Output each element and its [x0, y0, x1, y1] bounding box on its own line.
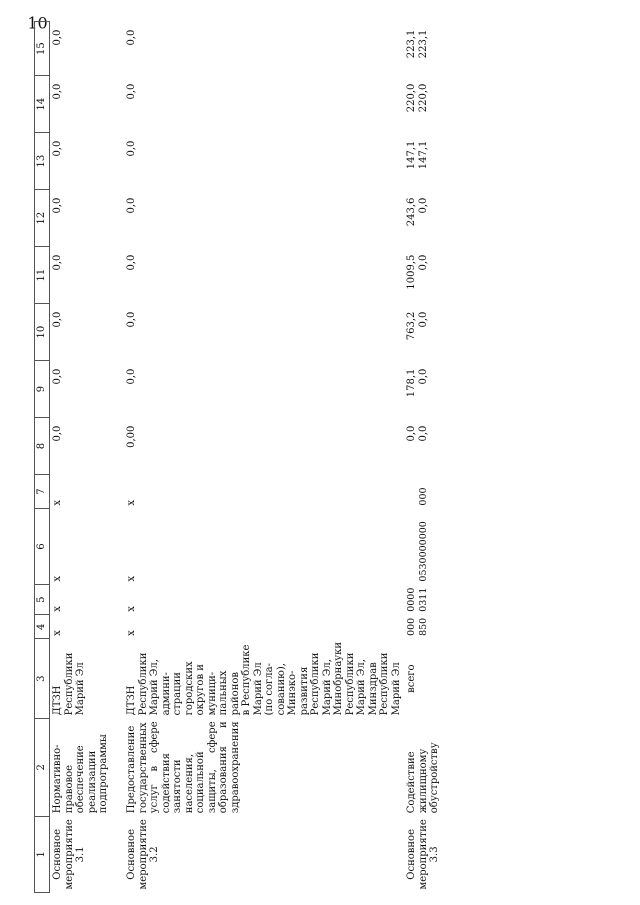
value-cell: 0,0 — [52, 368, 63, 385]
column-number: 9 — [35, 361, 50, 418]
budget-table — [34, 21, 502, 893]
value-cell: 223,1 223,1 — [406, 29, 429, 59]
name-cell: Содействие жилищному обустройству — [406, 742, 440, 814]
column-number: 14 — [35, 76, 50, 133]
value-cell: 0,0 — [126, 140, 137, 157]
code-cell: 000 850 — [406, 617, 429, 636]
value-cell: 763,2 0,0 — [406, 311, 429, 341]
value-cell: 0,0 0,0 — [406, 425, 429, 442]
executor-cell: всего — [406, 664, 417, 693]
value-cell: 0,0 — [52, 425, 63, 442]
code-cell: x — [126, 606, 137, 612]
column-number: 3 — [35, 639, 50, 718]
event-cell: Основное мероприятие 3.2 — [126, 819, 160, 890]
executor-cell: ДТЗН Республики Марий Эл, админи- страции городских округов и муници- пальных районов в Республике Марий Эл (по согла- сованию), Минэко- развития Республики Марий Эл, Минобрнауки Республики Марий Эл, Минздрав Республики Марий Эл — [126, 641, 402, 716]
column-number-row — [35, 22, 50, 893]
value-cell: 243,6 0,0 — [406, 197, 429, 227]
name-cell: Нормативно- правовое обеспечение реализации подпрограммы — [52, 734, 109, 814]
value-cell: 178,1 0,0 — [406, 368, 429, 398]
table-row — [404, 22, 502, 893]
page-number: 10 — [27, 13, 48, 33]
value-cell: 0,0 — [52, 311, 63, 328]
column-number: 6 — [35, 509, 50, 585]
value-cell: 0,0 — [52, 254, 63, 271]
code-cell: x — [126, 575, 137, 582]
column-number: 2 — [35, 718, 50, 816]
code-cell: x — [52, 575, 63, 582]
value-cell: 0,0 — [52, 83, 63, 100]
code-cell: x — [52, 606, 63, 612]
value-cell: 1009,5 0,0 — [406, 254, 429, 290]
code-cell: 0530000000 — [417, 521, 429, 582]
value-cell: 0,0 — [126, 83, 137, 100]
executor-cell: ДТЗН Республики Марий Эл — [52, 652, 86, 716]
column-number: 10 — [35, 304, 50, 361]
event-cell: Основное мероприятие 3.3 — [406, 819, 440, 890]
column-number: 4 — [35, 615, 50, 639]
column-number: 11 — [35, 247, 50, 304]
code-cell: x — [52, 499, 63, 506]
value-cell: 0,00 — [126, 425, 137, 448]
value-cell: 0,0 — [126, 368, 137, 385]
column-number: 13 — [35, 133, 50, 190]
value-cell: 0,0 — [52, 197, 63, 214]
code-cell: x — [126, 499, 137, 506]
column-number: 7 — [35, 475, 50, 509]
value-cell: 0,0 — [52, 29, 63, 46]
code-cell: x — [52, 630, 63, 636]
code-cell: x — [126, 630, 137, 636]
value-cell: 0,0 — [52, 140, 63, 157]
value-cell: 220,0 220,0 — [406, 83, 429, 113]
column-number: 5 — [35, 585, 50, 615]
column-number: 15 — [35, 22, 50, 76]
value-cell: 0,0 — [126, 29, 137, 46]
table-row — [124, 22, 404, 893]
code-cell: 0000 0311 — [406, 587, 429, 612]
code-cell: 000 — [417, 487, 429, 506]
value-cell: 147,1 147,1 — [406, 140, 429, 170]
column-number: 8 — [35, 418, 50, 475]
column-number: 1 — [35, 816, 50, 892]
event-cell: Основное мероприятие 3.1 — [52, 819, 86, 890]
value-cell: 0,0 — [126, 254, 137, 271]
column-number: 12 — [35, 190, 50, 247]
value-cell: 0,0 — [126, 311, 137, 328]
table-row — [50, 22, 125, 893]
name-cell: Предоставление государственных услуг в сфере содействия занятости населения, социальной защиты, сфере образования и здравоохранения — [126, 721, 241, 814]
value-cell: 0,0 — [126, 197, 137, 214]
